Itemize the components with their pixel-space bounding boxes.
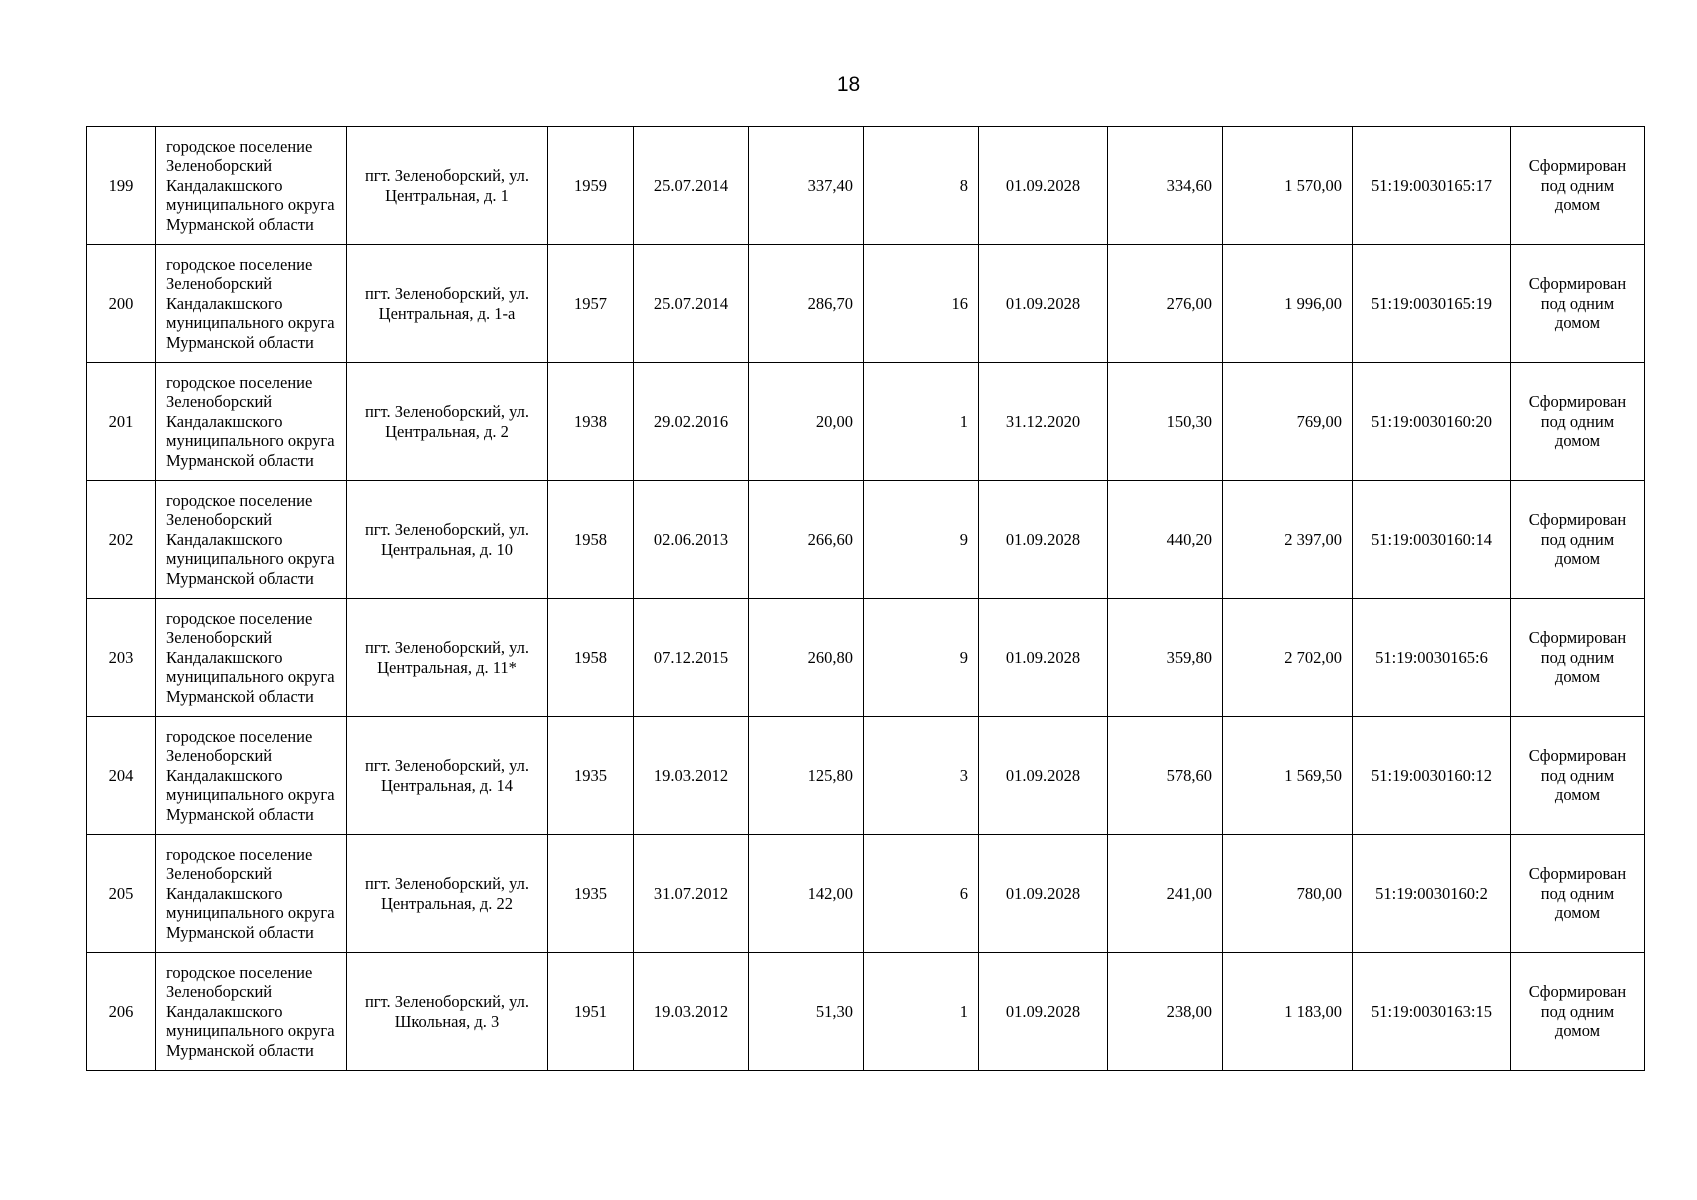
address-line: Центральная, д. 1-а [378, 303, 516, 323]
house-address [347, 363, 548, 481]
house-address [347, 599, 548, 717]
note-line: Сформирован [1528, 510, 1627, 530]
address-line: Центральная, д. 1 [385, 185, 509, 205]
construction-year: 1957 [548, 245, 634, 363]
cadastral-number: 51:19:0030165:19 [1353, 245, 1511, 363]
settlement-name: городское поселение Зеленоборский Кандалакшского муниципального округа Мурманской области [156, 127, 347, 245]
land-plot-note [1511, 245, 1645, 363]
note-line: Сформирован [1528, 982, 1627, 1002]
land-plot-area: 780,00 [1223, 835, 1353, 953]
land-plot-note [1511, 481, 1645, 599]
settlement-name: городское поселение Зеленоборский Кандалакшского муниципального округа Мурманской области [156, 953, 347, 1071]
total-area: 276,00 [1108, 245, 1223, 363]
note-line: Сформирован [1528, 864, 1627, 884]
note-line: домом [1554, 313, 1601, 333]
residents-count: 3 [864, 717, 979, 835]
cadastral-number: 51:19:0030160:2 [1353, 835, 1511, 953]
cadastral-number: 51:19:0030160:14 [1353, 481, 1511, 599]
house-address [347, 481, 548, 599]
cadastral-number: 51:19:0030160:12 [1353, 717, 1511, 835]
note-line: домом [1554, 1021, 1601, 1041]
note-line: под одним [1540, 293, 1615, 313]
row-number: 202 [87, 481, 156, 599]
construction-year: 1958 [548, 481, 634, 599]
table-row [87, 953, 1645, 1071]
construction-year: 1959 [548, 127, 634, 245]
land-plot-area: 2 397,00 [1223, 481, 1353, 599]
address-line: пгт. Зеленоборский, ул. [364, 755, 530, 775]
total-area: 241,00 [1108, 835, 1223, 953]
land-plot-note [1511, 363, 1645, 481]
land-plot-area: 2 702,00 [1223, 599, 1353, 717]
residents-count: 9 [864, 599, 979, 717]
settlement-name: городское поселение Зеленоборский Кандалакшского муниципального округа Мурманской области [156, 835, 347, 953]
note-line: Сформирован [1528, 746, 1627, 766]
planned-date: 01.09.2028 [979, 835, 1108, 953]
land-plot-note [1511, 717, 1645, 835]
settlement-name: городское поселение Зеленоборский Кандалакшского муниципального округа Мурманской области [156, 245, 347, 363]
settlement-name: городское поселение Зеленоборский Кандалакшского муниципального округа Мурманской области [156, 363, 347, 481]
table-row [87, 481, 1645, 599]
total-area: 359,80 [1108, 599, 1223, 717]
resettlement-area: 260,80 [749, 599, 864, 717]
land-plot-area: 1 183,00 [1223, 953, 1353, 1071]
note-line: домом [1554, 549, 1601, 569]
row-number: 204 [87, 717, 156, 835]
note-line: домом [1554, 431, 1601, 451]
address-line: пгт. Зеленоборский, ул. [364, 519, 530, 539]
house-address [347, 717, 548, 835]
note-line: Сформирован [1528, 274, 1627, 294]
table-row [87, 245, 1645, 363]
total-area: 578,60 [1108, 717, 1223, 835]
resettlement-area: 125,80 [749, 717, 864, 835]
cadastral-number: 51:19:0030165:6 [1353, 599, 1511, 717]
row-number: 201 [87, 363, 156, 481]
recognition-date: 31.07.2012 [634, 835, 749, 953]
total-area: 334,60 [1108, 127, 1223, 245]
table-row [87, 363, 1645, 481]
total-area: 238,00 [1108, 953, 1223, 1071]
note-line: домом [1554, 667, 1601, 687]
address-line: пгт. Зеленоборский, ул. [364, 283, 530, 303]
land-plot-area: 1 569,50 [1223, 717, 1353, 835]
cadastral-number: 51:19:0030165:17 [1353, 127, 1511, 245]
resettlement-area: 20,00 [749, 363, 864, 481]
table-row [87, 717, 1645, 835]
address-line: пгт. Зеленоборский, ул. [364, 637, 530, 657]
house-address [347, 953, 548, 1071]
construction-year: 1951 [548, 953, 634, 1071]
residents-count: 6 [864, 835, 979, 953]
address-line: Школьная, д. 3 [394, 1011, 500, 1031]
housing-registry-table [86, 126, 1645, 1071]
note-line: под одним [1540, 883, 1615, 903]
note-line: под одним [1540, 175, 1615, 195]
row-number: 206 [87, 953, 156, 1071]
total-area: 150,30 [1108, 363, 1223, 481]
table-body [87, 127, 1645, 1071]
address-line: Центральная, д. 2 [385, 421, 509, 441]
note-line: под одним [1540, 529, 1615, 549]
construction-year: 1935 [548, 835, 634, 953]
planned-date: 01.09.2028 [979, 245, 1108, 363]
address-line: пгт. Зеленоборский, ул. [364, 873, 530, 893]
recognition-date: 19.03.2012 [634, 953, 749, 1071]
land-plot-note [1511, 127, 1645, 245]
land-plot-note [1511, 599, 1645, 717]
note-line: домом [1554, 903, 1601, 923]
planned-date: 01.09.2028 [979, 717, 1108, 835]
residents-count: 1 [864, 953, 979, 1071]
note-line: Сформирован [1528, 392, 1627, 412]
note-line: под одним [1540, 765, 1615, 785]
table-row [87, 835, 1645, 953]
resettlement-area: 266,60 [749, 481, 864, 599]
note-line: домом [1554, 195, 1601, 215]
planned-date: 01.09.2028 [979, 953, 1108, 1071]
row-number: 199 [87, 127, 156, 245]
recognition-date: 19.03.2012 [634, 717, 749, 835]
house-address [347, 245, 548, 363]
resettlement-area: 142,00 [749, 835, 864, 953]
total-area: 440,20 [1108, 481, 1223, 599]
land-plot-note [1511, 835, 1645, 953]
construction-year: 1958 [548, 599, 634, 717]
settlement-name: городское поселение Зеленоборский Кандалакшского муниципального округа Мурманской области [156, 481, 347, 599]
residents-count: 1 [864, 363, 979, 481]
residents-count: 16 [864, 245, 979, 363]
settlement-name: городское поселение Зеленоборский Кандалакшского муниципального округа Мурманской области [156, 717, 347, 835]
house-address [347, 835, 548, 953]
note-line: под одним [1540, 1001, 1615, 1021]
resettlement-area: 286,70 [749, 245, 864, 363]
construction-year: 1935 [548, 717, 634, 835]
address-line: Центральная, д. 22 [380, 893, 514, 913]
residents-count: 8 [864, 127, 979, 245]
page-number: 18 [836, 73, 861, 96]
note-line: под одним [1540, 647, 1615, 667]
note-line: домом [1554, 785, 1601, 805]
construction-year: 1938 [548, 363, 634, 481]
address-line: пгт. Зеленоборский, ул. [364, 991, 530, 1011]
settlement-name: городское поселение Зеленоборский Кандалакшского муниципального округа Мурманской области [156, 599, 347, 717]
address-line: Центральная, д. 10 [380, 539, 514, 559]
land-plot-area: 769,00 [1223, 363, 1353, 481]
recognition-date: 02.06.2013 [634, 481, 749, 599]
row-number: 205 [87, 835, 156, 953]
planned-date: 01.09.2028 [979, 127, 1108, 245]
note-line: Сформирован [1528, 628, 1627, 648]
note-line: под одним [1540, 411, 1615, 431]
planned-date: 01.09.2028 [979, 481, 1108, 599]
address-line: Центральная, д. 11* [377, 657, 517, 677]
land-plot-area: 1 570,00 [1223, 127, 1353, 245]
row-number: 203 [87, 599, 156, 717]
planned-date: 31.12.2020 [979, 363, 1108, 481]
land-plot-note [1511, 953, 1645, 1071]
address-line: Центральная, д. 14 [380, 775, 514, 795]
resettlement-area: 337,40 [749, 127, 864, 245]
residents-count: 9 [864, 481, 979, 599]
note-line: Сформирован [1528, 156, 1627, 176]
cadastral-number: 51:19:0030160:20 [1353, 363, 1511, 481]
table-row [87, 599, 1645, 717]
recognition-date: 07.12.2015 [634, 599, 749, 717]
row-number: 200 [87, 245, 156, 363]
resettlement-area: 51,30 [749, 953, 864, 1071]
recognition-date: 25.07.2014 [634, 245, 749, 363]
table-row [87, 127, 1645, 245]
recognition-date: 29.02.2016 [634, 363, 749, 481]
recognition-date: 25.07.2014 [634, 127, 749, 245]
land-plot-area: 1 996,00 [1223, 245, 1353, 363]
address-line: пгт. Зеленоборский, ул. [364, 401, 530, 421]
planned-date: 01.09.2028 [979, 599, 1108, 717]
cadastral-number: 51:19:0030163:15 [1353, 953, 1511, 1071]
address-line: пгт. Зеленоборский, ул. [364, 165, 530, 185]
house-address [347, 127, 548, 245]
